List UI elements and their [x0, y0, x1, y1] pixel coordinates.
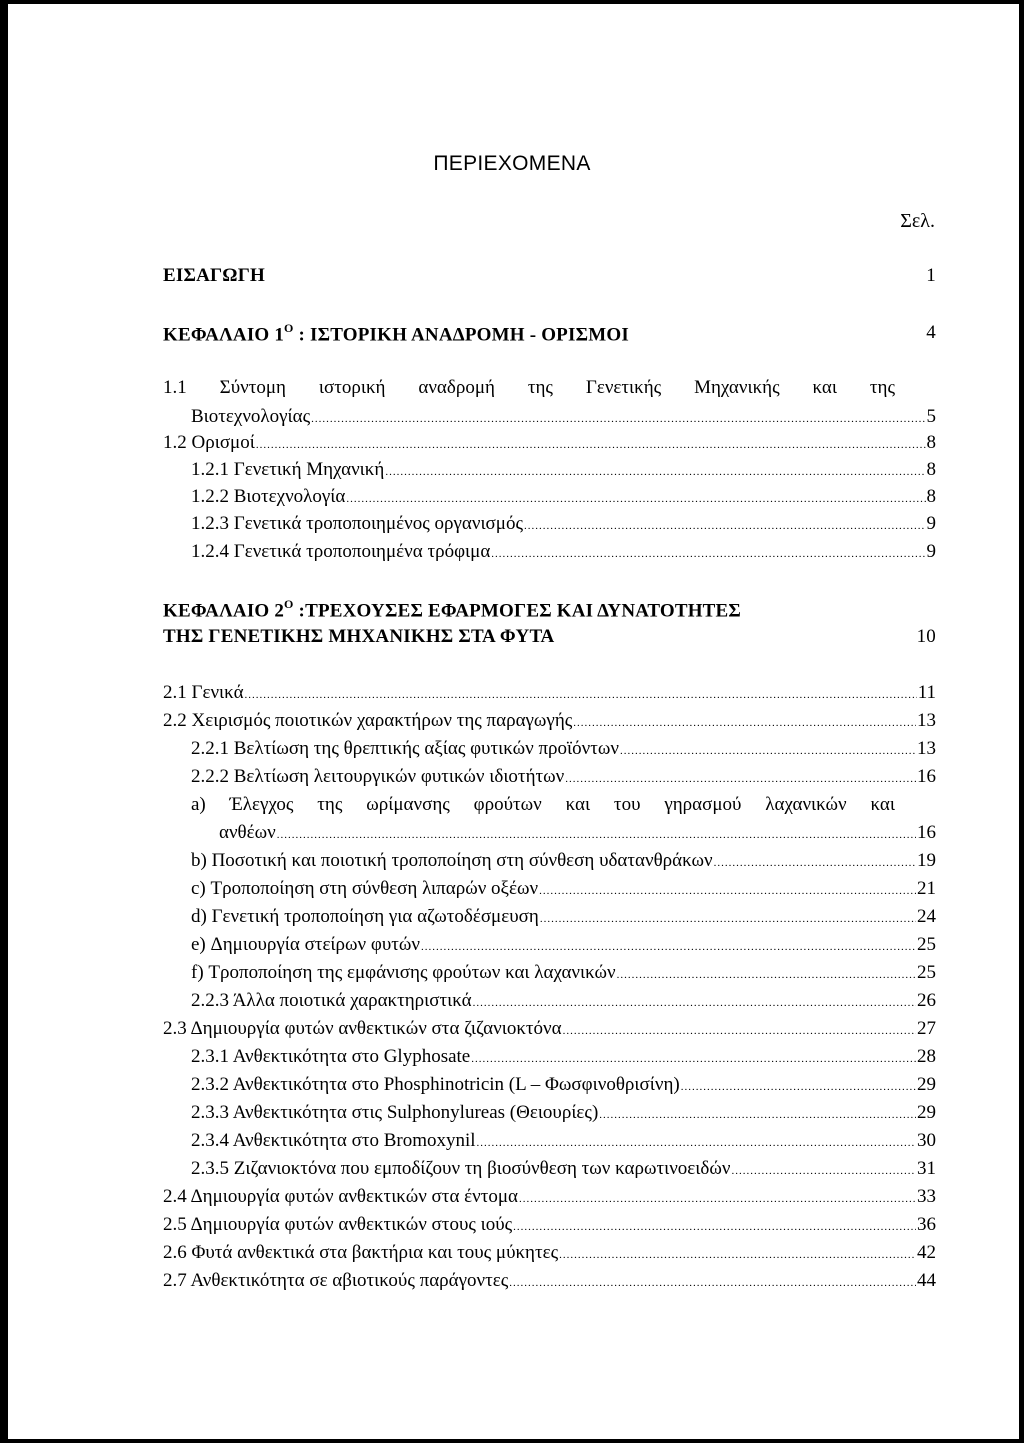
scan-border-right	[1019, 0, 1024, 1443]
dot-leader	[559, 1244, 916, 1266]
entry-page: 44	[917, 1270, 936, 1291]
dot-leader	[491, 543, 925, 565]
dot-leader	[573, 712, 916, 734]
entry-label: 1.2.1 Γενετική Μηχανική	[191, 459, 385, 480]
toc-entry-2-2-2-c[interactable]	[191, 878, 936, 902]
dot-leader	[385, 461, 925, 483]
entry-label: 2.2 Χειρισμός ποιοτικών χαρακτήρων της παραγωγής	[163, 710, 573, 731]
entry-page: 8	[926, 486, 936, 507]
entry-page: 31	[917, 1158, 936, 1179]
dot-leader	[714, 852, 916, 874]
entry-label: 1.2.3 Γενετικά τροποποιημένος οργανισμός	[191, 513, 524, 534]
toc-entry-1-2-2[interactable]	[191, 486, 936, 510]
toc-entry-2-5[interactable]	[163, 1214, 936, 1238]
chapter-title-line1: :ΤΡΕΧΟΥΣΕΣ ΕΦΑΡΜΟΓΕΣ ΚΑΙ ΔΥΝΑΤΟΤΗΤΕΣ	[293, 600, 742, 622]
entry-page: 26	[917, 990, 936, 1011]
heading-page: 1	[926, 265, 936, 286]
entry-page: 16	[917, 822, 936, 843]
dot-leader	[256, 434, 926, 456]
entry-label: 2.5 Δημιουργία φυτών ανθεκτικών στους ιούς	[163, 1214, 513, 1235]
toc-entry-2-3-2[interactable]	[191, 1074, 936, 1098]
entry-label: ανθέων	[219, 822, 276, 843]
entry-label: 2.1 Γενικά	[163, 682, 244, 703]
toc-entry-2-2-2-e[interactable]	[191, 934, 936, 958]
entry-label: b) Ποσοτική και ποιοτική τροποποίηση στη σύνθεση υδατανθράκων	[191, 850, 713, 871]
entry-label: 2.2.1 Βελτίωση της θρεπτικής αξίας φυτικών προϊόντων	[191, 738, 619, 759]
entry-label: 2.3.1 Ανθεκτικότητα στο Glyphosate	[191, 1046, 471, 1067]
dot-leader	[539, 880, 916, 902]
entry-page: 29	[917, 1102, 936, 1123]
entry-page: 28	[917, 1046, 936, 1067]
scan-border-bottom	[0, 1439, 1024, 1443]
toc-entry-1-2-1[interactable]	[191, 459, 936, 483]
toc-heading-chapter-2[interactable]	[163, 598, 936, 622]
entry-label: 2.2.3 Άλλα ποιοτικά χαρακτηριστικά	[191, 990, 472, 1011]
dot-leader	[421, 936, 916, 958]
toc-entry-1-2[interactable]	[163, 432, 936, 456]
dot-leader	[471, 1048, 916, 1070]
entry-label: 2.2.2 Βελτίωση λειτουργικών φυτικών ιδιοτήτων	[191, 766, 565, 787]
entry-label: c) Τροποποίηση στη σύνθεση λιπαρών οξέων	[191, 878, 539, 899]
heading-label: ΕΙΣΑΓΩΓΗ	[163, 265, 265, 286]
entry-label: 2.6 Φυτά ανθεκτικά στα βακτήρια και τους μύκητες	[163, 1242, 559, 1263]
entry-page: 8	[926, 432, 936, 453]
entry-label: 2.3.3 Ανθεκτικότητα στις Sulphonylureas (Θειουρίες)	[191, 1102, 599, 1123]
entry-label: 2.3 Δημιουργία φυτών ανθεκτικών στα ζιζανιοκτόνα	[163, 1018, 562, 1039]
toc-entry-1-1[interactable]	[191, 406, 936, 430]
dot-leader	[540, 908, 916, 930]
entry-page: 29	[917, 1074, 936, 1095]
toc-entry-2-2[interactable]	[163, 710, 936, 734]
toc-heading-chapter-1[interactable]	[163, 322, 936, 346]
toc-entry-2-3[interactable]	[163, 1018, 936, 1042]
entry-page: 24	[917, 906, 936, 927]
dot-leader	[277, 824, 916, 846]
entry-page: 9	[926, 541, 936, 562]
toc-heading-chapter-2-line2[interactable]	[163, 626, 936, 648]
toc-entry-2-2-2-d[interactable]	[191, 906, 936, 930]
entry-page: 25	[917, 962, 936, 983]
entry-page: 13	[917, 738, 936, 759]
entry-label: 2.4 Δημιουργία φυτών ανθεκτικών στα έντομα	[163, 1186, 518, 1207]
heading-page: 10	[916, 626, 936, 647]
toc-entry-1-1-line1[interactable]: 1.1 Σύντομη ιστορική αναδρομή της Γενετικής Μηχανικής και της	[163, 377, 895, 398]
toc-entry-2-7[interactable]	[163, 1270, 936, 1294]
entry-label: 2.3.5 Ζιζανιοκτόνα που εμποδίζουν τη βιοσύνθεση των καρωτινοειδών	[191, 1158, 731, 1179]
entry-label: e) Δημιουργία στείρων φυτών	[191, 934, 420, 955]
chapter-title-line2: ΤΗΣ ΓΕΝΕΤΙΚΗΣ ΜΗΧΑΝΙΚΗΣ ΣΤΑ ΦΥΤΑ	[163, 626, 555, 647]
chapter-title: : ΙΣΤΟΡΙΚΗ ΑΝΑΔΡΟΜΗ - ΟΡΙΣΜΟΙ	[293, 324, 629, 346]
entry-page: 8	[926, 459, 936, 480]
entry-label: d) Γενετική τροποποίηση για αζωτοδέσμευση	[191, 906, 539, 927]
toc-entry-2-3-3[interactable]	[191, 1102, 936, 1126]
toc-entry-2-2-2-f[interactable]	[191, 962, 936, 986]
page-column-label: Σελ.	[900, 210, 935, 232]
dot-leader	[509, 1272, 916, 1294]
dot-leader	[513, 1216, 916, 1238]
toc-entry-2-6[interactable]	[163, 1242, 936, 1266]
entry-page: 27	[917, 1018, 936, 1039]
page-title: ΠΕΡΙΕΧΟΜΕΝΑ	[433, 152, 591, 175]
toc-entry-2-2-2-a[interactable]	[219, 822, 936, 846]
dot-leader	[477, 1132, 916, 1154]
toc-entry-2-2-2-a-line1[interactable]: a) Έλεγχος της ωρίμανσης φρούτων και του γηρασμού λαχανικών και	[191, 794, 895, 815]
entry-label: f) Τροποποίηση της εμφάνισης φρούτων και λαχανικών	[191, 962, 616, 983]
chapter-superscript: Ο	[284, 321, 294, 335]
toc-entry-2-3-1[interactable]	[191, 1046, 936, 1070]
chapter-superscript: Ο	[284, 597, 294, 611]
dot-leader	[346, 488, 925, 510]
entry-label: 2.3.2 Ανθεκτικότητα στο Phosphinotricin (L – Φωσφινοθρισίνη)	[191, 1074, 680, 1095]
entry-label: 2.7 Ανθεκτικότητα σε αβιοτικούς παράγοντες	[163, 1270, 509, 1291]
toc-entry-2-2-2-b[interactable]	[191, 850, 936, 874]
entry-label: 2.3.4 Ανθεκτικότητα στο Bromoxynil	[191, 1130, 476, 1151]
heading-page: 4	[926, 322, 936, 343]
scan-border-top	[0, 0, 1024, 4]
toc-entry-2-1[interactable]	[163, 682, 936, 706]
dot-leader	[245, 684, 917, 706]
dot-leader	[617, 964, 916, 986]
dot-leader	[599, 1104, 916, 1126]
entry-label: Βιοτεχνολογίας	[191, 406, 311, 427]
dot-leader	[565, 768, 916, 790]
entry-label: 1.2 Ορισμοί	[163, 432, 255, 453]
toc-entry-2-4[interactable]	[163, 1186, 936, 1210]
entry-page: 11	[917, 682, 936, 703]
dot-leader	[681, 1076, 916, 1098]
entry-page: 16	[917, 766, 936, 787]
dot-leader	[519, 1188, 916, 1210]
toc-heading-intro[interactable]	[163, 265, 936, 287]
entry-label: 1.2.2 Βιοτεχνολογία	[191, 486, 346, 507]
chapter-prefix: ΚΕΦΑΛΑΙΟ 1	[163, 324, 285, 346]
entry-page: 5	[926, 406, 936, 427]
dot-leader	[524, 515, 925, 537]
toc-entry-2-2-1[interactable]	[191, 738, 936, 762]
entry-page: 30	[917, 1130, 936, 1151]
entry-page: 42	[917, 1242, 936, 1263]
entry-page: 19	[917, 850, 936, 871]
dot-leader	[311, 408, 925, 430]
dot-leader	[473, 992, 916, 1014]
entry-page: 21	[917, 878, 936, 899]
entry-label: 1.2.4 Γενετικά τροποποιημένα τρόφιμα	[191, 541, 491, 562]
entry-page: 33	[917, 1186, 936, 1207]
toc-entry-1-2-4[interactable]	[191, 541, 936, 565]
entry-page: 9	[926, 513, 936, 534]
toc-entry-2-3-4[interactable]	[191, 1130, 936, 1154]
entry-page: 36	[917, 1214, 936, 1235]
dot-leader	[563, 1020, 916, 1042]
toc-entry-1-2-3[interactable]	[191, 513, 936, 537]
dot-leader	[731, 1160, 916, 1182]
toc-entry-2-3-5[interactable]	[191, 1158, 936, 1182]
dot-leader	[620, 740, 916, 762]
toc-entry-2-2-2[interactable]	[191, 766, 936, 790]
entry-page: 25	[917, 934, 936, 955]
scan-border-left	[0, 0, 8, 1443]
entry-page: 13	[917, 710, 936, 731]
chapter-prefix: ΚΕΦΑΛΑΙΟ 2	[163, 600, 285, 622]
toc-entry-2-2-3[interactable]	[191, 990, 936, 1014]
